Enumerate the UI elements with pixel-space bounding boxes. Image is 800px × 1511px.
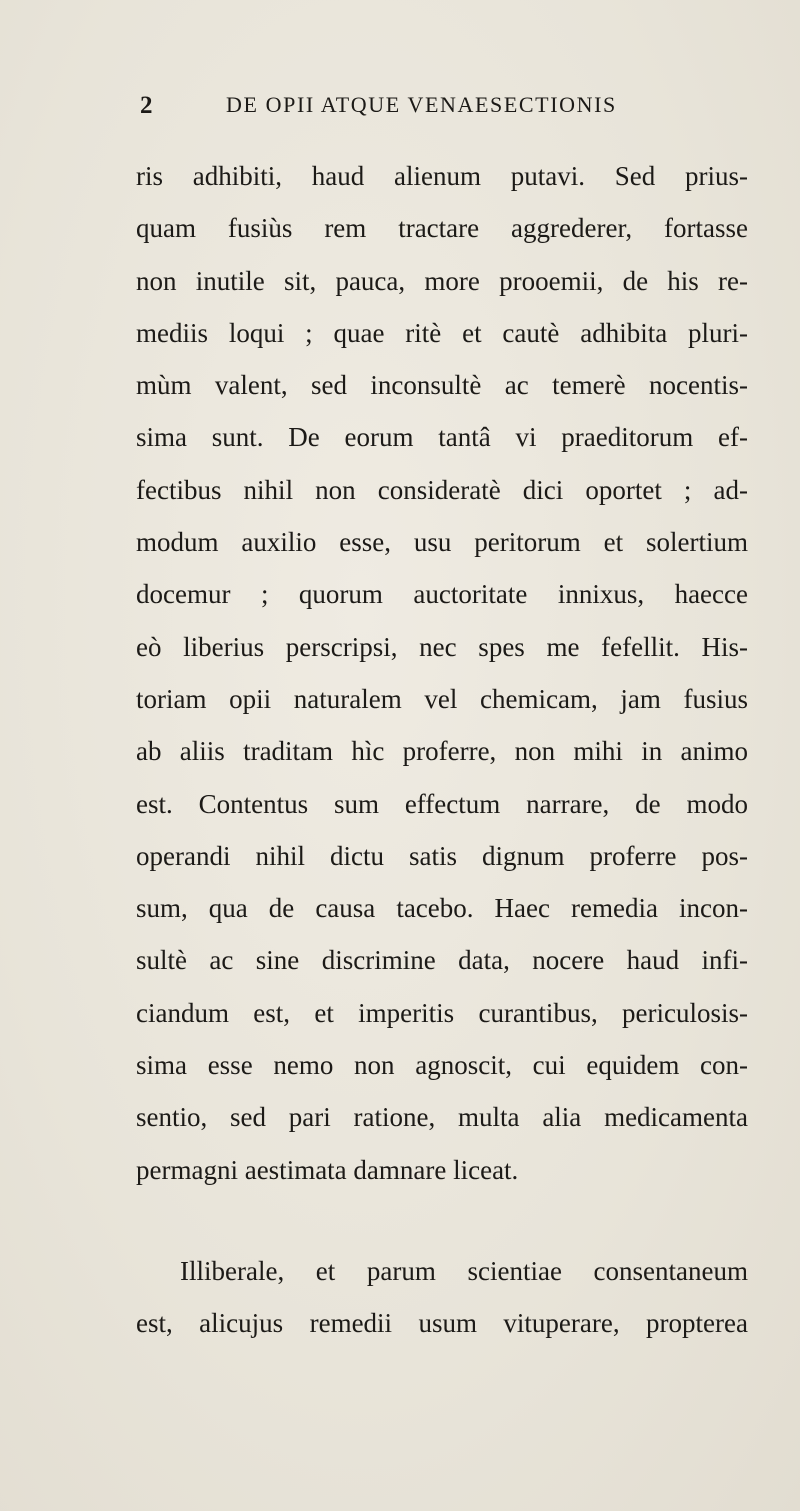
page-header: [140, 92, 760, 132]
text-line: ciandum est, et imperitis curantibus, periculosis-: [136, 997, 748, 1028]
text-line: ab aliis traditam hìc proferre, non mihi in animo: [136, 736, 748, 767]
text-line: fectibus nihil non consideratè dici oportet ; ad-: [136, 474, 748, 505]
text-line: toriam opii naturalem vel chemicam, jam fusius: [136, 683, 748, 714]
text-line: sentio, sed pari ratione, multa alia medicamenta: [136, 1102, 748, 1133]
paragraph-gap: [136, 1196, 748, 1245]
page-number: 2: [140, 92, 154, 119]
text-line: Illiberale, et parum scientiae consentaneum: [180, 1255, 748, 1286]
text-line: est, alicujus remedii usum vituperare, propterea: [136, 1308, 748, 1339]
text-line: sima sunt. De eorum tantâ vi praeditorum ef-: [136, 422, 748, 453]
text-line: eò liberius perscripsi, nec spes me fefellit. His-: [136, 631, 748, 662]
paragraph-2: [136, 1245, 748, 1350]
text-line: mediis loqui ; quae ritè et cautè adhibita pluri-: [136, 317, 748, 348]
text-line: ris adhibiti, haud alienum putavi. Sed prius-: [136, 161, 748, 191]
running-head: DE OPII ATQUE VENAESECTIONIS: [226, 92, 617, 117]
text-line: sultè ac sine discrimine data, nocere haud infi-: [136, 945, 748, 976]
text-line: docemur ; quorum auctoritate innixus, haecce: [136, 579, 748, 610]
text-line: quam fusiùs rem tractare aggrederer, fortasse: [136, 213, 748, 244]
text-line: non inutile sit, pauca, more prooemii, de his re-: [136, 265, 748, 296]
body-text: [136, 150, 748, 1350]
text-line: mùm valent, sed inconsultè ac temerè nocentis-: [136, 370, 748, 401]
paragraph-1: [136, 150, 748, 1196]
text-line: sum, qua de causa tacebo. Haec remedia incon-: [136, 893, 748, 924]
text-line: modum auxilio esse, usu peritorum et solertium: [136, 527, 748, 558]
text-line: sima esse nemo non agnoscit, cui equidem con-: [136, 1050, 748, 1081]
text-line: operandi nihil dictu satis dignum proferre pos-: [136, 840, 748, 871]
text-line: est. Contentus sum effectum narrare, de modo: [136, 788, 748, 819]
text-line: permagni aestimata damnare liceat.: [136, 1154, 519, 1185]
